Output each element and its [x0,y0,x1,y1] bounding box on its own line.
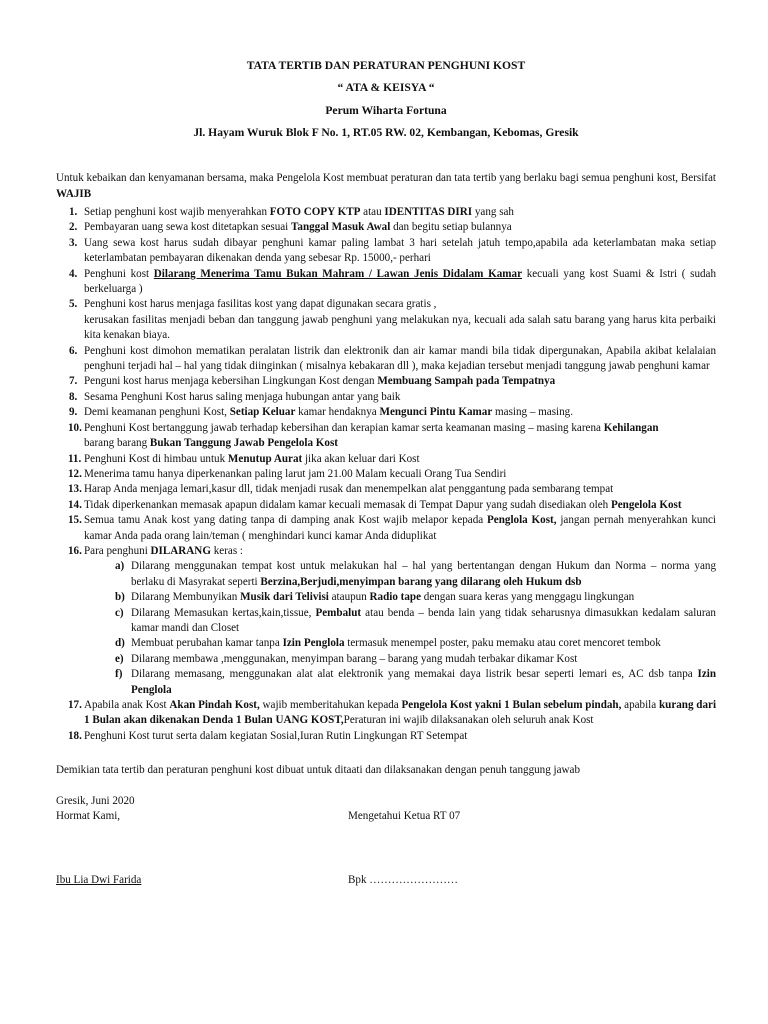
rule-number: 11. [68,452,82,465]
rule-item [56,729,716,744]
rule-item [56,544,716,698]
address: Jl. Hayam Wuruk Blok F No. 1, RT.05 RW. 02, Kembangan, Kebomas, Gresik [193,125,579,139]
rule-text-fragment: Menerima tamu hanya diperkenankan paling larut jam 21.00 Malam kecuali Orang Tua Sendiri [84,467,507,480]
rule-text-fragment: Bukan Tanggung Jawab Pengelola Kost [149,437,338,450]
rule-item [56,405,716,420]
rule-item [56,297,716,343]
rule-text-fragment: Musik dari Telivisi [240,591,329,604]
rule-text-fragment: keras : [210,544,243,557]
rule-text-fragment: Peraturan ini wajib dilaksanakan oleh seluruh anak Kost [343,714,594,727]
rule-text-fragment: Dilarang memasang, menggunakan alat alat elektronik yang memakai daya listrik besar seperti lemari es, AC dsb tanpa [131,668,698,681]
rule-item [56,390,716,405]
housing-name: Perum Wiharta Fortuna [325,103,447,117]
rule-text-fragment: Menutup Aurat [227,452,303,465]
rule-number: 1. [69,206,78,218]
rule-text-fragment: Akan Pindah Kost, [169,699,260,711]
rule-text-fragment: Pengelola Kost yakni 1 Bulan sebelum pindah, [401,699,622,711]
rule-text-fragment: Harap Anda menjaga lemari,kasur dll, tidak menjadi rusak dan menempelkan alat penggantung pada sembarang tempat [84,483,614,496]
rule-number: 18. [68,729,82,742]
rule-text-fragment: Izin Penglola [131,668,716,696]
rule-text-fragment: masing – masing. [492,406,573,419]
prohibition-item [84,667,716,698]
prohibition-letter: b) [115,591,125,604]
rule-text-fragment: Dilarang membawa ,menggunakan, menyimpan barang – barang yang mudah terbakar dikamar Kost [131,652,578,665]
rule-item [56,421,716,452]
rule-item [56,467,716,482]
rule-number: 5. [69,298,78,311]
rule-item [56,482,716,497]
rule-text-fragment: Setiap penghuni kost wajib menyerahkan [84,206,270,218]
rule-text-fragment: Dilarang Menerima Tamu Bukan Mahram / Lawan Jenis Didalam Kamar [153,267,523,280]
rule-text-fragment: Tanggal Masuk Awal [291,221,391,234]
rule-text-fragment: Izin Penglola [282,637,345,650]
regards-label: Hormat Kami, [56,809,121,822]
rule-text-fragment: Penglola Kost, [487,514,557,527]
rule-text-fragment: Demi keamanan penghuni Kost, [84,406,230,419]
rule-number: 16. [68,544,82,557]
rule-number: 4. [69,267,78,280]
rule-text-fragment: Uang sewa kost harus sudah dibayar penghuni kamar paling lambat 3 hari setelah jatuh tempo,apabila ada keterlambatan maka setiap keterlambatan pembayaran dikenakan denda yang sebesar Rp. 15000,- perhari [84,236,716,265]
prohibition-letter: d) [115,637,125,650]
rule-number: 13. [68,483,82,496]
document-title: TATA TERTIB DAN PERATURAN PENGHUNI KOST [246,59,526,72]
rule-text-fragment: apabila [621,699,659,711]
rule-text-fragment: kamar hendaknya [295,406,380,419]
prohibition-letter: a) [115,560,125,573]
rule-text-fragment: Penghuni kost [84,267,154,280]
rule-text-fragment: Penghuni Kost turut serta dalam kegiatan Sosial,Iuran Rutin Lingkungan RT Setempat [84,729,468,742]
rule-number: 3. [69,236,78,249]
rule-item [56,374,716,389]
rule-text-fragment: DILARANG [150,544,211,557]
rule-item [56,513,716,544]
rule-text-fragment: jika akan keluar dari Kost [302,452,420,465]
rt-signature-name: Bpk …………………… [348,873,459,886]
closing-statement: Demikian tata tertib dan peraturan penghuni kost dibuat untuk ditaati dan dilaksanakan dengan penuh tanggung jawab [56,764,581,777]
rule-text-fragment: Penghuni kost harus menjaga fasilitas kost yang dapat digunakan secara gratis , [84,298,437,311]
rule-text-fragment: Tidak diperkenankan memasak apapun didalam kamar kecuali memasak di Tempat Dapur yang sudah disediakan oleh [84,498,611,511]
rule-text-fragment: Semua tamu Anak kost yang dating tanpa di damping anak Kost wajib melapor kepada [84,514,488,527]
intro-bold: WAJIB [56,187,92,200]
rule-text-fragment: dengan suara keras yang menggagu lingkungan [421,591,635,604]
rule-text-fragment: ataupun [328,591,370,604]
owner-signature-name: Ibu Lia Dwi Farida [56,873,142,886]
rule-text-fragment: Sesama Penghuni Kost harus saling menjaga hubungan antar yang baik [84,390,401,403]
rule-text-fragment: Radio tape [369,591,421,604]
rule-text-fragment: kerusakan fasilitas menjadi beban dan tanggung jawab penghuni yang melakukan nya, kecuali ada salah satu barang yang harus kita perbaiki kita kenakan biaya. [84,313,716,342]
rule-text-fragment: atau [360,206,385,218]
rule-number: 17. [68,699,82,711]
rule-text-fragment: barang barang [84,437,150,450]
rule-text-fragment: Pengelola Kost [610,498,682,511]
rule-number: 7. [69,375,78,388]
rule-text-fragment: Para penghuni [84,544,151,557]
rule-number: 8. [69,390,78,403]
rule-text-fragment: Membuang Sampah pada Tempatnya [377,375,556,388]
prohibition-item [84,590,716,605]
intro-text: Untuk kebaikan dan kenyamanan bersama, maka Pengelola Kost membuat peraturan dan tata tertib yang berlaku bagi semua penghuni kost, Bersifat [56,172,716,185]
rule-item [56,236,716,267]
rule-text-fragment: IDENTITAS DIRI [384,206,473,218]
rule-text-fragment: Pembalut [315,606,362,619]
rule-text-fragment: Kehilangan [603,421,659,434]
rule-text-fragment: Dilarang Membunyikan [131,591,241,604]
prohibition-item [84,652,716,667]
acknowledged-label: Mengetahui Ketua RT 07 [348,809,461,822]
rule-number: 10. [68,421,82,434]
rule-item [56,498,716,513]
rule-text-fragment: Apabila anak Kost [84,699,170,711]
rule-text-fragment: yang sah [472,206,514,218]
rule-text-fragment: Dilarang menggunakan tempat kost untuk melakukan hal – hal yang bertentangan dengan Hukum dan Norma – norma yang berlaku di Masyrakat seperti [131,560,716,588]
rule-item [56,205,716,220]
prohibition-item [84,559,716,590]
rule-text-fragment: kurang dari 1 Bulan akan dikenakan Denda 1 Bulan UANG KOST, [84,699,717,727]
rule-item [56,220,716,235]
rule-item [56,267,716,298]
rule-text-fragment: Penghuni Kost di himbau untuk [84,452,228,465]
rule-number: 15. [68,514,82,527]
rule-item [56,698,716,729]
rule-text-fragment: dan begitu setiap bulannya [390,221,512,234]
rule-text-fragment: Penghuni kost dimohon mematikan peralatan listrik dan elektronik dan air kamar mandi bila tidak dipergunakan, Apabila akibat kelalaian penghuni terjadi hal – hal yang tidak diinginkan ( misalnya kebakaran dll ), maka kejadian tersebut menjadi tanggung jawab penghuni kamar [84,344,716,373]
document-page [56,58,716,904]
rule-number: 2. [69,221,78,234]
intro-paragraph [56,171,716,202]
place-date: Gresik, Juni 2020 [56,794,135,807]
rule-text-fragment: jangan pernah menyerahkan kunci kamar Anda pada orang lain/teman ( menghindari kunci kamar Anda diduplikat [84,514,717,542]
rule-text-fragment: Dilarang Memasukan kertas,kain,tissue, [131,606,316,619]
rule-text-fragment: termasuk menempel poster, paku memaku atau coret mencoret tembok [344,637,661,650]
rule-text-fragment: kecuali yang kost Suami & Istri ( sudah berkeluarga ) [84,267,717,296]
rule-number: 12. [68,467,82,480]
rule-item [56,344,716,375]
rule-text-fragment: atau benda – benda lain yang tidak seharusnya dimasukkan kedalam saluran kamar mandi dan Closet [131,606,716,634]
prohibition-item [84,636,716,651]
rule-text-fragment: Penguni kost harus menjaga kebersihan Lingkungan Kost dengan [84,375,378,388]
prohibition-letter: c) [115,606,124,619]
rules-list [56,205,716,744]
rule-text-fragment: Mengunci Pintu Kamar [379,406,493,419]
prohibition-item [84,606,716,637]
rule-text-fragment: Berzina,Berjudi,menyimpan barang yang dilarang oleh Hukum dsb [260,575,582,588]
signature-block [56,794,716,904]
rule-number: 9. [69,406,78,419]
rule-text-fragment: FOTO COPY KTP [269,206,361,218]
rule-number: 14. [68,498,82,511]
rule-text-fragment: Penghuni Kost bertanggung jawab terhadap kebersihan dan kerapian kamar serta keamanan masing – masing karena [84,421,604,434]
rule-text-fragment: Membuat perubahan kamar tanpa [131,637,283,650]
prohibition-letter: e) [115,652,124,665]
prohibition-sublist [84,559,716,698]
rule-text-fragment: Setiap Keluar [229,406,296,419]
rule-item [56,452,716,467]
document-subtitle: “ ATA & KEISYA “ [337,81,435,95]
rule-text-fragment: wajib memberitahukan kepada [259,699,402,711]
rule-text-fragment: Pembayaran uang sewa kost ditetapkan sesuai [84,221,292,234]
prohibition-letter: f) [115,668,123,681]
rule-number: 6. [69,344,78,357]
